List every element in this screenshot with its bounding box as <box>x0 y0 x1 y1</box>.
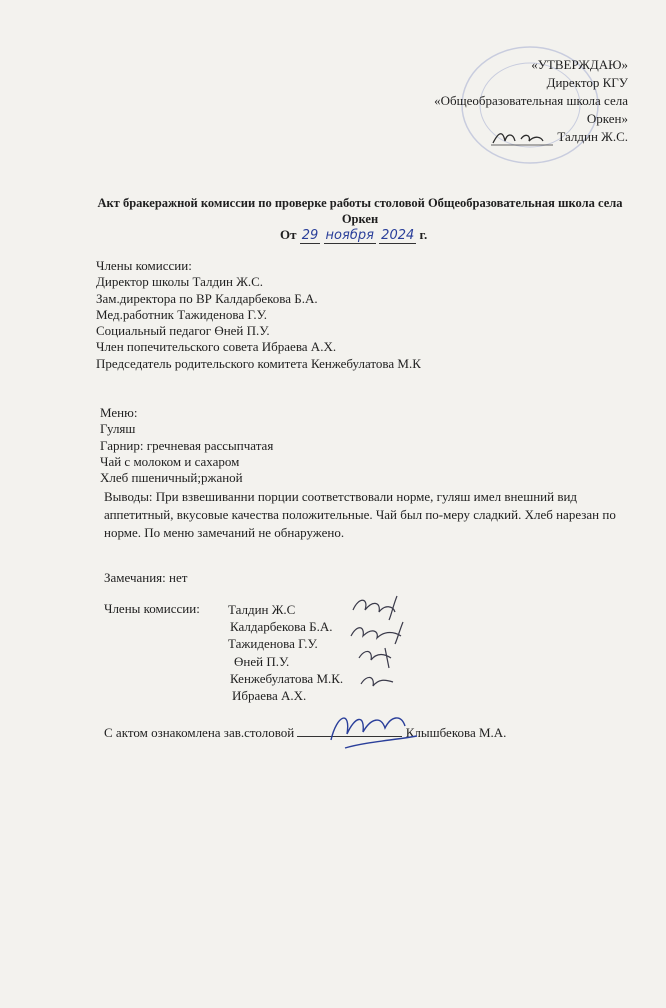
acknowledgement-line <box>104 725 506 741</box>
menu-item: Гарнир: гречневая рассыпчатая <box>100 437 274 453</box>
act-date <box>280 227 427 243</box>
member-item: Социальный педагог Өней П.У. <box>96 323 270 339</box>
director-signature-icon <box>491 129 553 147</box>
date-month: ноября <box>325 228 374 243</box>
commission-heading: Члены комиссии: <box>96 258 192 273</box>
act-title: Акт бракеражной комиссии по проверке работы столовой Общеобразовательная школа села Оркен <box>97 196 623 226</box>
signatures-names <box>228 601 343 704</box>
approval-signature-line <box>491 128 628 147</box>
acknowledgement-text: С актом ознакомлена зав.столовой <box>104 725 295 740</box>
signature-name: Калдарбекова Б.А. <box>230 619 333 635</box>
acknowledgement-name: Клышбекова М.А. <box>405 725 507 740</box>
approval-position: Директор КГУ <box>546 75 628 90</box>
menu-item: Чай с молоком и сахаром <box>100 453 240 469</box>
menu-item: Гуляш <box>100 421 136 437</box>
conclusions-text: Выводы: При взвешиванни порции соответствовали норме, гуляш имел внешний вид аппетитный, вкусовые качества положительные. Чай был по-меру сладкий. Хлеб нарезан по норме. По меню замечаний не обнаружено. <box>104 489 616 540</box>
member-item: Директор школы Талдин Ж.С. <box>96 274 264 290</box>
approval-org-line2: Оркен» <box>586 111 628 126</box>
menu-heading: Меню: <box>100 405 138 420</box>
signature-name: Өней П.У. <box>234 653 290 669</box>
approval-org-line1: «Общеобразовательная школа села <box>434 93 628 108</box>
signature-name: Талдин Ж.С <box>228 602 296 617</box>
approval-signer: Талдин Ж.С. <box>557 129 628 144</box>
member-item: Председатель родительского комитета Кенжебулатова М.К <box>96 355 421 371</box>
member-item: Член попечительского совета Ибраева А.Х. <box>96 339 337 355</box>
signature-name: Кенжебулатова М.К. <box>230 670 344 686</box>
approval-stamp-text: «УТВЕРЖДАЮ» <box>531 57 628 72</box>
canteen-head-signature-icon <box>325 700 425 760</box>
signatures-label: Члены комиссии: <box>104 601 200 616</box>
date-suffix: г. <box>419 227 428 242</box>
menu-section <box>100 405 273 486</box>
approval-block <box>368 56 628 147</box>
commission-members <box>96 258 421 372</box>
menu-item: Хлеб пшеничный;ржаной <box>100 470 243 486</box>
remarks-text: Замечания: нет <box>104 570 188 585</box>
date-day: 29 <box>301 228 319 243</box>
member-item: Мед.работник Тажиденова Г.У. <box>96 306 268 322</box>
date-year: 2024 <box>381 228 415 243</box>
date-prefix: От <box>280 227 297 242</box>
signature-name: Ибраева А.Х. <box>232 688 307 704</box>
signature-name: Тажиденова Г.У. <box>228 636 318 652</box>
member-item: Зам.директора по ВР Калдарбекова Б.А. <box>96 290 318 306</box>
member-signatures-icon <box>345 592 425 697</box>
